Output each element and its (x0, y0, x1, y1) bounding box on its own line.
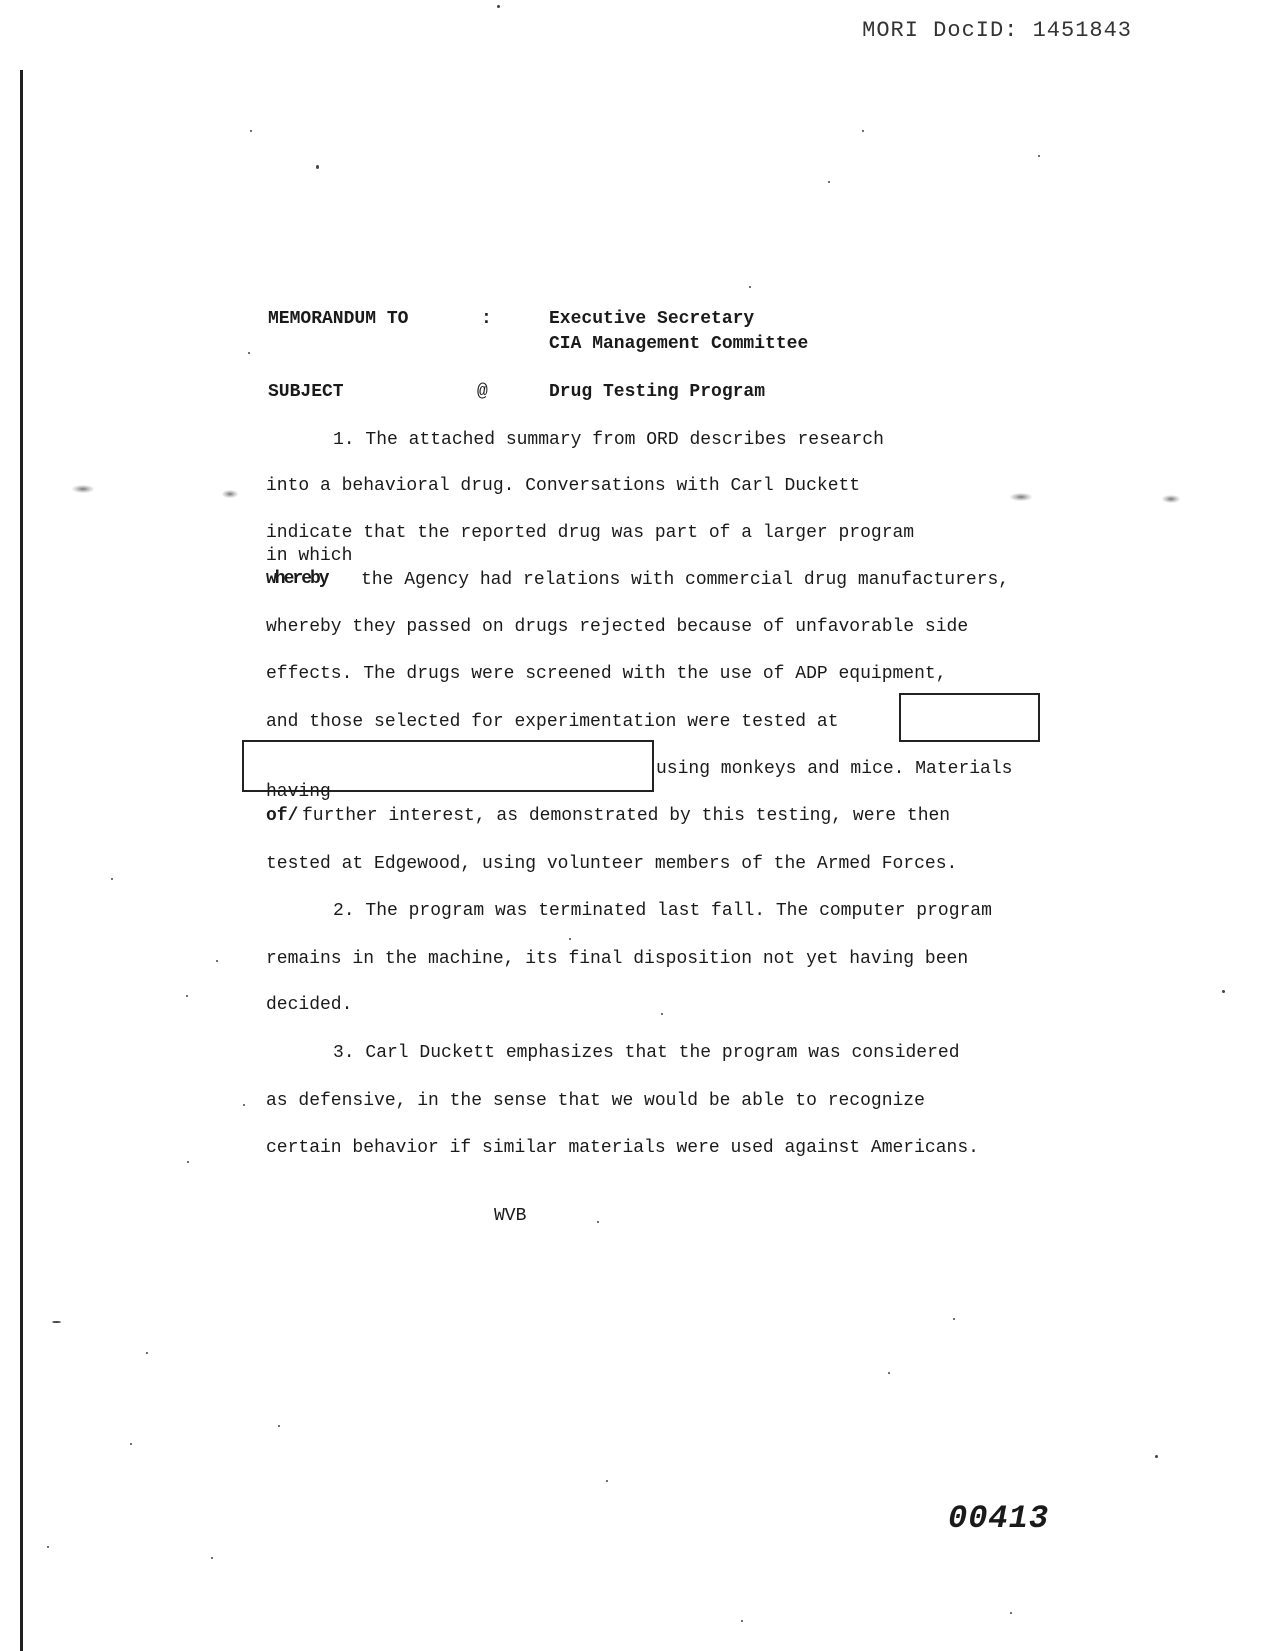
p1-line-9: further interest, as demonstrated by this testing, were then (302, 806, 951, 826)
p2-line-2: remains in the machine, its final disposition not yet having been (266, 949, 969, 969)
p1-line-2: into a behavioral drug. Conversations with Carl Duckett (266, 476, 861, 496)
scan-dot (278, 1425, 280, 1427)
p1-struck-of: of/ (266, 806, 299, 826)
scan-dot (661, 1013, 663, 1015)
redaction-box-1 (899, 693, 1040, 742)
scan-dot (888, 1372, 890, 1374)
scan-dot (243, 1104, 245, 1106)
scan-dot (186, 995, 188, 997)
scan-dot (749, 286, 751, 288)
scan-dot (862, 130, 864, 132)
memo-to-line2: CIA Management Committee (549, 334, 809, 354)
scan-dot (216, 960, 218, 962)
memo-to-colon: : (481, 309, 492, 329)
p1-insert-in-which: in which (266, 546, 353, 566)
p2-line-1: 2. The program was terminated last fall. The computer program (333, 901, 992, 921)
p3-line-2: as defensive, in the sense that we would be able to recognize (266, 1091, 925, 1111)
scan-dot (211, 1557, 213, 1559)
scan-dot (146, 1352, 148, 1354)
p3-line-3: certain behavior if similar materials were used against Americans. (266, 1138, 979, 1158)
scan-dot (953, 1318, 955, 1320)
scan-dot (130, 1443, 132, 1445)
p3-line-1: 3. Carl Duckett emphasizes that the program was considered (333, 1043, 960, 1063)
scan-dot (47, 1546, 49, 1548)
scan-smudge (72, 485, 94, 493)
p1-insert-having: having (266, 782, 331, 802)
scan-smudge (222, 490, 238, 498)
p1-line-5: whereby they passed on drugs rejected because of unfavorable side (266, 617, 969, 637)
subject-label: SUBJECT (268, 382, 344, 402)
scan-dot (52, 1321, 61, 1323)
page-number: 00413 (948, 1500, 1050, 1537)
memo-to-line1: Executive Secretary (549, 309, 755, 329)
scan-dot (111, 878, 113, 880)
scan-dot (187, 1161, 189, 1163)
scan-smudge (1162, 495, 1180, 503)
scan-dot (597, 1221, 599, 1223)
p1-line-1: 1. The attached summary from ORD describes research (333, 430, 884, 450)
scan-left-edge (20, 70, 23, 1651)
scan-dot (741, 1620, 743, 1622)
scan-dot (1010, 1612, 1012, 1614)
p1-line-4: the Agency had relations with commercial drug manufacturers, (361, 570, 1010, 590)
scan-dot (606, 1480, 608, 1482)
subject-value: Drug Testing Program (549, 382, 766, 402)
scan-dot (1155, 1455, 1158, 1458)
signature-initials: WVB (494, 1206, 527, 1226)
p1-line-3: indicate that the reported drug was part of a larger program (266, 523, 915, 543)
subject-marker: @ (477, 382, 488, 402)
scan-dot (828, 181, 830, 183)
scan-dot (569, 938, 571, 940)
p1-line-10: tested at Edgewood, using volunteer members of the Armed Forces. (266, 854, 958, 874)
scan-dot (497, 5, 500, 8)
scan-dot (250, 130, 252, 132)
scan-dot (316, 165, 319, 169)
memo-to-label: MEMORANDUM TO (268, 309, 409, 329)
scan-smudge (1010, 493, 1032, 501)
p1-line-8: using monkeys and mice. Materials (656, 759, 1013, 779)
p1-struck-word: whereby (266, 569, 328, 589)
p2-line-3: decided. (266, 995, 353, 1015)
scan-dot (1038, 155, 1040, 157)
p1-line-6: effects. The drugs were screened with the use of ADP equipment, (266, 664, 947, 684)
scan-dot (248, 352, 250, 354)
scan-dot (1222, 990, 1225, 993)
doc-id: MORI DocID: 1451843 (862, 18, 1132, 43)
p1-line-7: and those selected for experimentation were tested at (266, 712, 839, 732)
